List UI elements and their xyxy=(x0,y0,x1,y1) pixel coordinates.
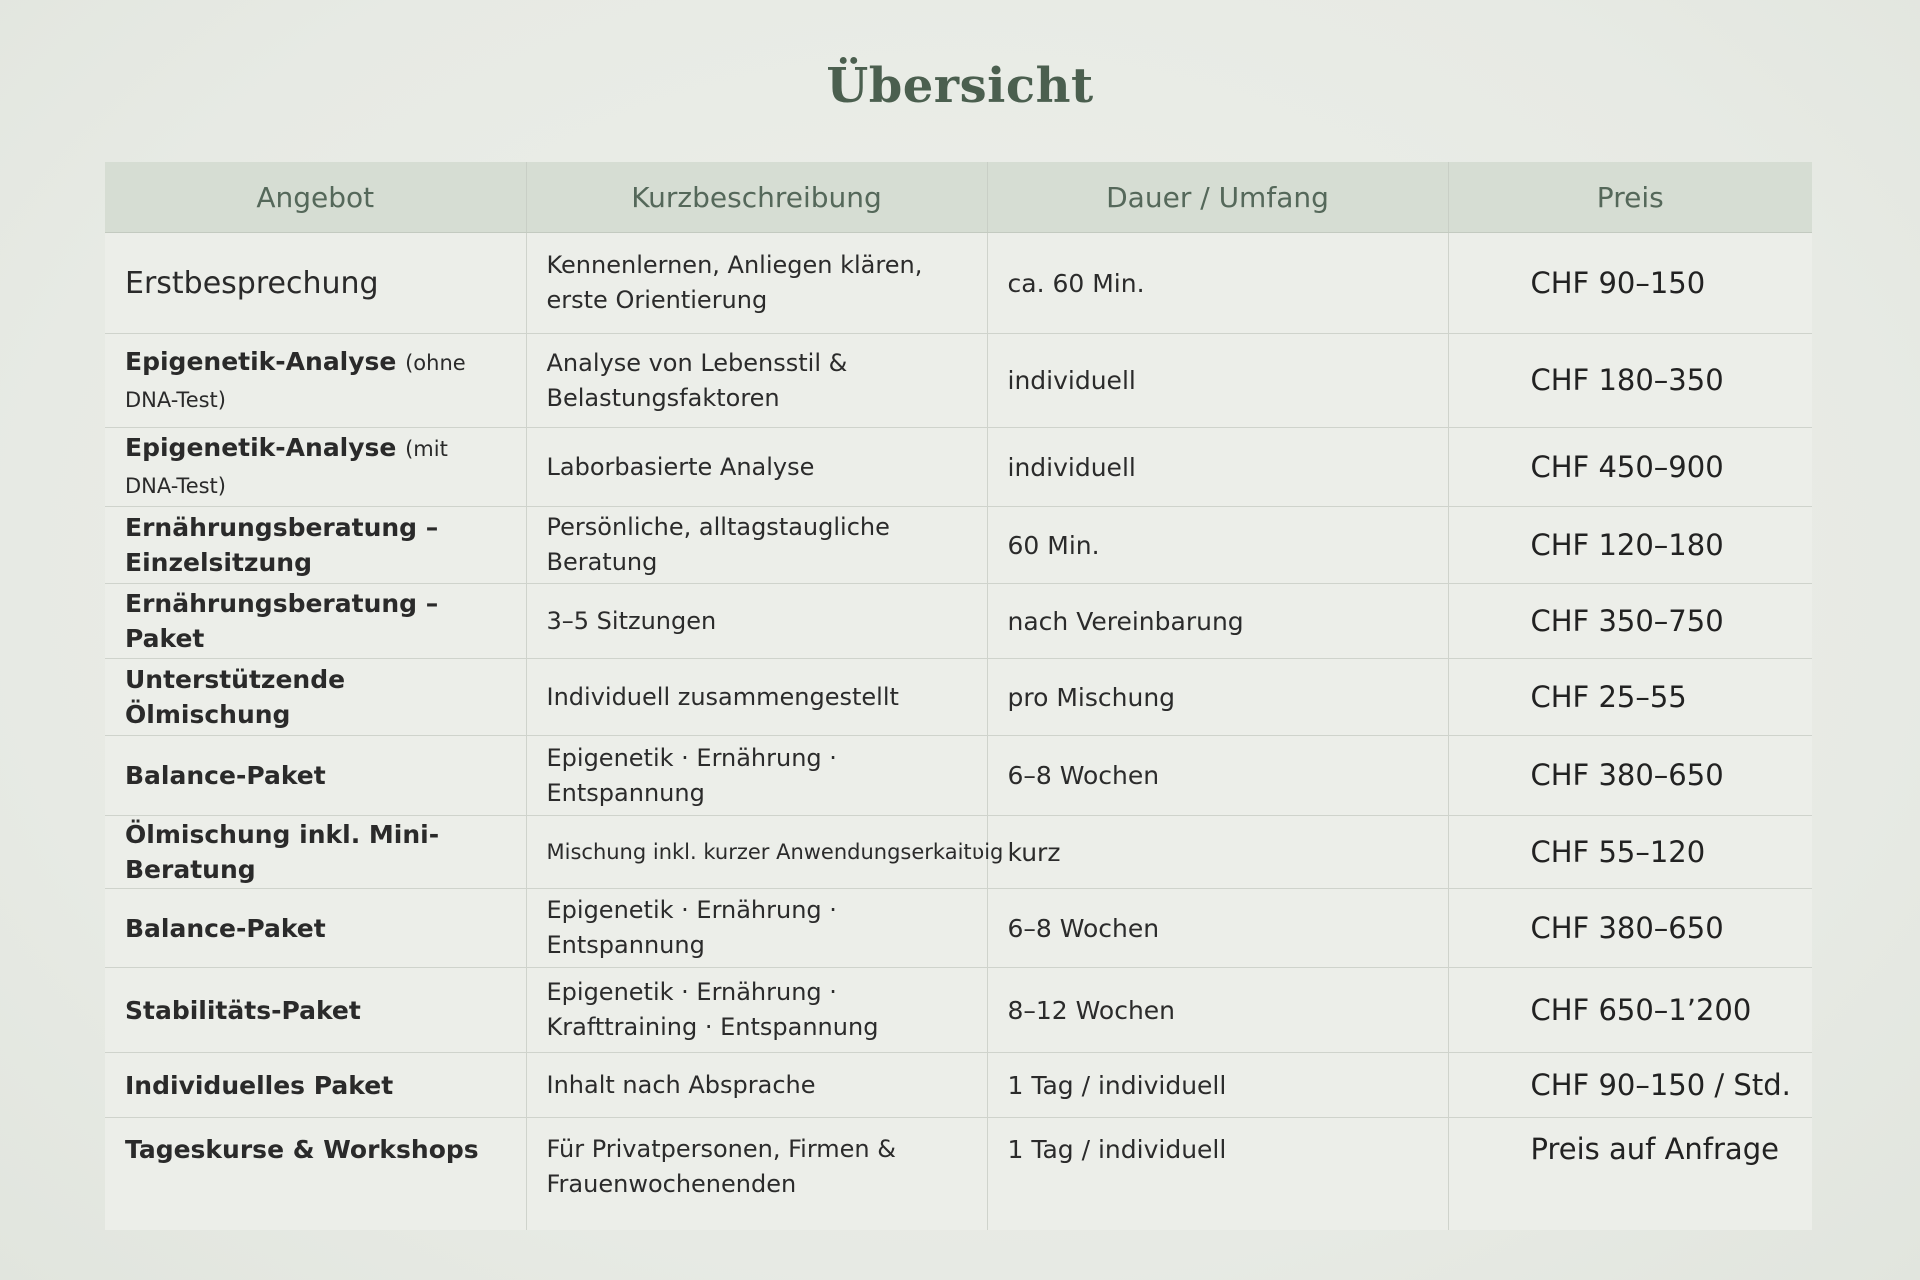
offer-name: Ernährungsberatung – Einzelsitzung xyxy=(125,513,439,577)
description-cell: Epigenetik · Ernährung · Krafttraining · Entspannung xyxy=(526,968,987,1053)
offer-name: Individuelles Paket xyxy=(125,1070,394,1100)
description-cell: 3–5 Sitzungen xyxy=(526,584,987,659)
offer-cell xyxy=(105,968,526,1053)
duration-cell: 6–8 Wochen xyxy=(987,889,1448,968)
table-row xyxy=(105,1118,1812,1231)
table-row xyxy=(105,428,1812,507)
description-cell: Epigenetik · Ernährung · Entspannung xyxy=(526,736,987,816)
duration-cell: individuell xyxy=(987,334,1448,428)
table-row xyxy=(105,816,1812,889)
offer-name: Balance-Paket xyxy=(125,913,326,943)
offer-cell xyxy=(105,507,526,584)
price-cell: CHF 180–350 xyxy=(1448,334,1812,428)
pricing-table-container xyxy=(105,162,1812,1230)
price-cell: CHF 380–650 xyxy=(1448,889,1812,968)
description-cell: Für Privatpersonen, Firmen & Frauenwochenenden xyxy=(526,1118,987,1231)
duration-cell: 8–12 Wochen xyxy=(987,968,1448,1053)
description-cell: Epigenetik · Ernährung · Entspannung xyxy=(526,889,987,968)
description-cell: Analyse von Lebensstil & Belastungsfaktoren xyxy=(526,334,987,428)
price-cell: CHF 450–900 xyxy=(1448,428,1812,507)
duration-cell: 1 Tag / individuell xyxy=(987,1118,1448,1231)
duration-cell: 6–8 Wochen xyxy=(987,736,1448,816)
offer-name: Balance-Paket xyxy=(125,761,326,790)
offer-cell xyxy=(105,428,526,507)
header-offer: Angebot xyxy=(105,162,526,233)
header-duration: Dauer / Umfang xyxy=(987,162,1448,233)
offer-name: Epigenetik-Analyse xyxy=(125,346,397,376)
price-cell: CHF 90–150 xyxy=(1448,233,1812,334)
header-price: Preis xyxy=(1448,162,1812,233)
page-title: Übersicht xyxy=(826,58,1094,114)
description-cell: Laborbasierte Analyse xyxy=(526,428,987,507)
offer-cell xyxy=(105,1118,526,1231)
pricing-table xyxy=(105,162,1812,1230)
description-cell: Persönliche, alltagstaugliche Beratung xyxy=(526,507,987,584)
table-row xyxy=(105,736,1812,816)
offer-note: (mit DNA-Test) xyxy=(125,437,448,498)
offer-cell xyxy=(105,889,526,968)
table-row xyxy=(105,889,1812,968)
offer-cell xyxy=(105,736,526,816)
table-row xyxy=(105,507,1812,584)
duration-cell: individuell xyxy=(987,428,1448,507)
duration-cell: 60 Min. xyxy=(987,507,1448,584)
offer-cell xyxy=(105,584,526,659)
duration-cell: kurz xyxy=(987,816,1448,889)
table-row xyxy=(105,1053,1812,1118)
table-row xyxy=(105,233,1812,334)
price-cell: CHF 380–650 xyxy=(1448,736,1812,816)
header-description: Kurzbeschreibung xyxy=(526,162,987,233)
duration-cell: nach Vereinbarung xyxy=(987,584,1448,659)
offer-name: Ernährungsberatung – Paket xyxy=(125,589,439,653)
offer-name: Epigenetik-Analyse xyxy=(125,433,397,462)
offer-note: (ohne DNA-Test) xyxy=(125,350,466,412)
table-row xyxy=(105,659,1812,736)
price-cell: CHF 90–150 / Std. xyxy=(1448,1053,1812,1118)
description-cell: Mischung inkl. kurzer Anwendungserkaitʋig xyxy=(526,816,987,889)
table-row xyxy=(105,968,1812,1053)
offer-name: Ölmischung inkl. Mini-Beratung xyxy=(125,820,440,884)
price-cell: CHF 650–1’200 xyxy=(1448,968,1812,1053)
offer-cell xyxy=(105,233,526,334)
offer-cell xyxy=(105,816,526,889)
price-cell: CHF 120–180 xyxy=(1448,507,1812,584)
offer-name: Erstbesprechung xyxy=(125,265,379,301)
duration-cell: pro Mischung xyxy=(987,659,1448,736)
price-cell: Preis auf Anfrage xyxy=(1530,1132,1779,1166)
price-cell: CHF 55–120 xyxy=(1448,816,1812,889)
offer-cell xyxy=(105,659,526,736)
offer-name: Unterstützende Ölmischung xyxy=(125,665,346,729)
price-cell: CHF 350–750 xyxy=(1448,584,1812,659)
table-header-row xyxy=(105,162,1812,233)
price-cell: CHF 25–55 xyxy=(1448,659,1812,736)
description-cell: Individuell zusammengestellt xyxy=(526,659,987,736)
description-cell: Kennenlernen, Anliegen klären, erste Orientierung xyxy=(526,233,987,334)
table-row xyxy=(105,334,1812,428)
offer-name: Stabilitäts-Paket xyxy=(125,995,361,1025)
duration-cell: 1 Tag / individuell xyxy=(987,1053,1448,1118)
offer-cell xyxy=(105,334,526,428)
offer-name: Tageskurse & Workshops xyxy=(125,1135,479,1164)
description-cell: Inhalt nach Absprache xyxy=(526,1053,987,1118)
duration-cell: ca. 60 Min. xyxy=(987,233,1448,334)
offer-cell xyxy=(105,1053,526,1118)
table-row xyxy=(105,584,1812,659)
